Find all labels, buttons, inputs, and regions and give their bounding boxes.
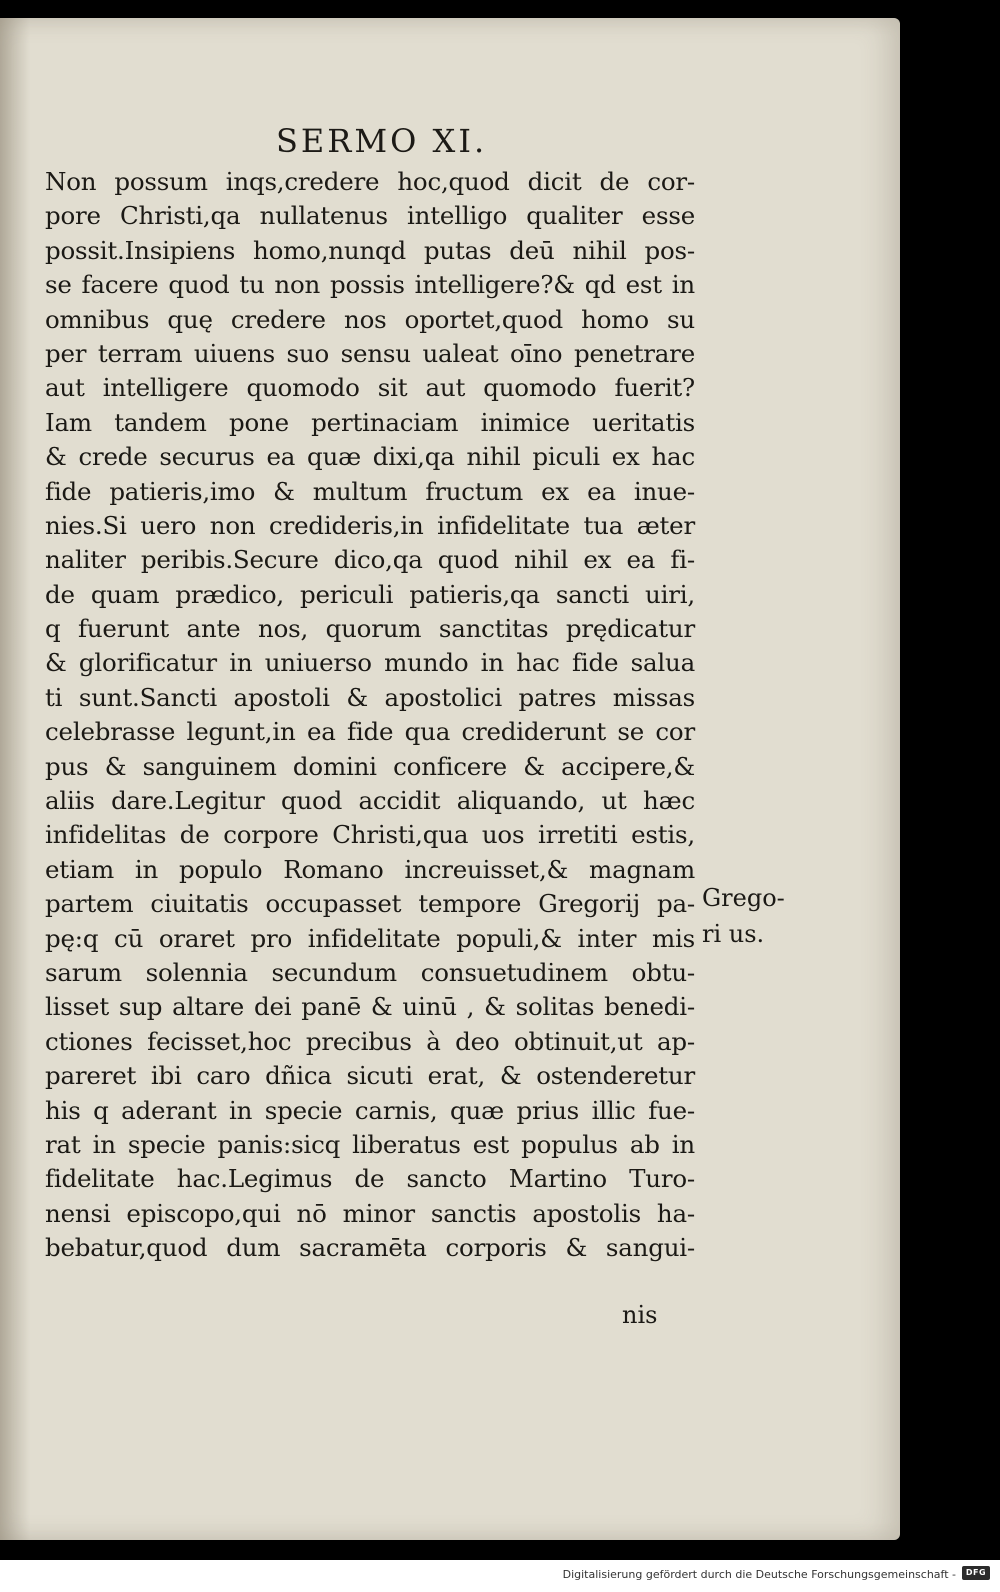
margin-note-line: ri us.: [702, 920, 765, 948]
text-line: & glorificatur in uniuerso mundo in hac fide salua: [45, 648, 695, 678]
margin-note-line: Grego-: [702, 884, 785, 912]
text-line: infidelitas de corpore Christi,qua uos irretiti estis,: [45, 820, 695, 850]
text-line: Non possum inqs,credere hoc,quod dicit de cor-: [45, 167, 695, 196]
text-line: fide patieris,imo & multum fructum ex ea inue-: [45, 476, 695, 506]
text-line: etiam in populo Romano increuisset,& magnam: [45, 854, 695, 884]
text-line: ctiones fecisset,hoc precibus à deo obtinuit,ut ap-: [45, 1026, 695, 1056]
text-line: lisset sup altare dei panē & uinū , & solitas benedi-: [45, 992, 695, 1022]
dfg-logo: DFG: [962, 1566, 990, 1580]
text-line: pus & sanguinem domini conficere & accipere,&: [45, 751, 695, 781]
text-line: omnibus quę credere nos oportet,quod homo su: [45, 304, 695, 334]
text-line: pore Christi,qa nullatenus intelligo qualiter esse: [45, 201, 695, 231]
text-line: fidelitate hac.Legimus de sancto Martino Turo-: [45, 1164, 695, 1194]
text-line: nies.Si uero non credideris,in infidelitate tua æter: [45, 510, 695, 540]
catchword: nis: [622, 1301, 658, 1329]
text-line: celebrasse legunt,in ea fide qua crediderunt se cor: [45, 717, 695, 747]
text-line: pareret ibi caro dñica sicuti erat, & ostenderetur: [45, 1061, 695, 1091]
text-line: possit.Insipiens homo,nunqd putas deū nihil pos-: [45, 235, 695, 265]
text-line: de quam prædico, periculi patieris,qa sancti uiri,: [45, 579, 695, 609]
text-line: aliis dare.Legitur quod accidit aliquando, ut hæc: [45, 786, 695, 816]
text-line: Iam tandem pone pertinaciam inimice ueritatis: [45, 407, 695, 437]
margin-note: [702, 880, 785, 952]
text-line: nensi episcopo,qui nō minor sanctis apostolis ha-: [45, 1198, 695, 1228]
text-line: ti sunt.Sancti apostoli & apostolici patres missas: [45, 682, 695, 712]
footer-credit: Digitalisierung gefördert durch die Deutsche Forschungsgemeinschaft -: [562, 1568, 956, 1581]
text-line: sarum solennia secundum consuetudinem obtu-: [45, 957, 695, 987]
body-text: [45, 165, 695, 1266]
text-line: & crede securus ea quæ dixi,qa nihil piculi ex hac: [45, 442, 695, 472]
text-line: bebatur,quod dum sacramēta corporis & sangui-: [45, 1233, 695, 1263]
book-page: [0, 18, 900, 1540]
text-line: partem ciuitatis occupasset tempore Gregorij pa-: [45, 889, 695, 919]
text-line: rat in specie panis:sicq liberatus est populus ab in: [45, 1129, 695, 1159]
text-line: per terram uiuens suo sensu ualeat oīno penetrare: [45, 338, 695, 368]
text-line: aut intelligere quomodo sit aut quomodo fuerit?: [45, 373, 695, 403]
footer-bar: [0, 1560, 1000, 1592]
text-line: naliter peribis.Secure dico,qa quod nihil ex ea fi-: [45, 545, 695, 575]
text-line: q fuerunt ante nos, quorum sanctitas prędicatur: [45, 614, 695, 644]
running-head: SERMO XI.: [276, 122, 488, 160]
text-line: his q aderant in specie carnis, quæ prius illic fue-: [45, 1095, 695, 1125]
text-line: se facere quod tu non possis intelligere?& qd est in: [45, 270, 695, 300]
text-line: pę:q cū oraret pro infidelitate populi,& inter mis: [45, 923, 695, 953]
